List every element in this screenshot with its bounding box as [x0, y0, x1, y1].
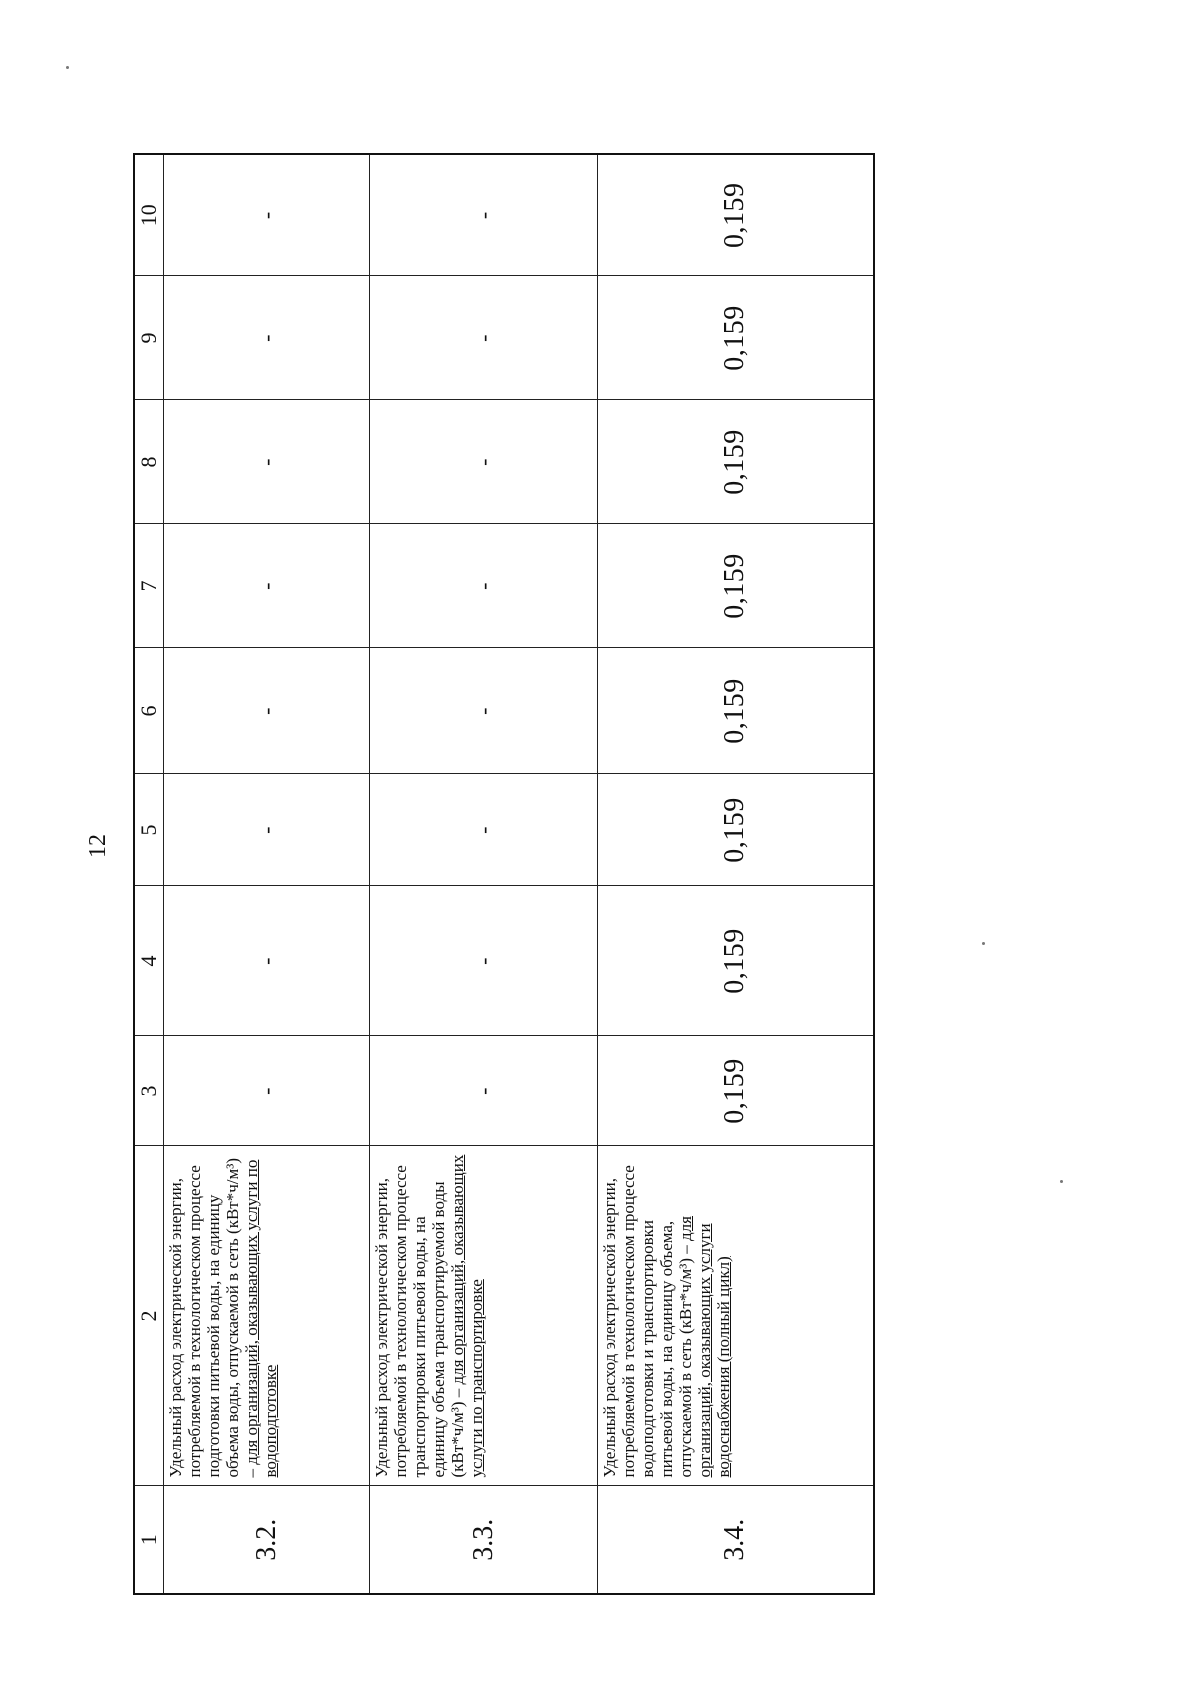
header-cell: 4: [134, 886, 164, 1036]
scan-speck: [66, 66, 69, 69]
value-cell: -: [370, 524, 598, 648]
value-cell: -: [164, 774, 370, 886]
header-cell: 6: [134, 648, 164, 774]
value-cell: 0,159: [598, 524, 874, 648]
value-cell: -: [370, 400, 598, 524]
scan-speck: [982, 942, 985, 945]
value-cell: -: [164, 154, 370, 276]
description-text: Удельный расход электрической энергии, потребляемой в технологическом процессе транспортировки питьевой воды, на единицу объема транспортируемой воды (кВт*ч/м³) –: [372, 1165, 467, 1478]
row-number: 3.2.: [164, 1486, 370, 1594]
row-description: [370, 1146, 598, 1486]
header-cell: 8: [134, 400, 164, 524]
value-cell: -: [164, 400, 370, 524]
value-cell: -: [370, 886, 598, 1036]
row-number: 3.4.: [598, 1486, 874, 1594]
value-cell: -: [370, 648, 598, 774]
rotated-table-container: [133, 155, 873, 1595]
header-cell: 2: [134, 1146, 164, 1486]
value-cell: 0,159: [598, 154, 874, 276]
header-cell: 7: [134, 524, 164, 648]
scan-speck: [1060, 1180, 1063, 1183]
row-description: [598, 1146, 874, 1486]
value-cell: 0,159: [598, 1036, 874, 1146]
table-row: [164, 154, 370, 1594]
value-cell: 0,159: [598, 276, 874, 400]
value-cell: -: [164, 886, 370, 1036]
table-row: [370, 154, 598, 1594]
table-row: [598, 154, 874, 1594]
value-cell: -: [164, 276, 370, 400]
header-cell: 1: [134, 1486, 164, 1594]
value-cell: -: [370, 774, 598, 886]
header-cell: 10: [134, 154, 164, 276]
description-text: Удельный расход электрической энергии, потребляемой в технологическом процессе водоподготовки и транспортировки питьевой воды, на единицу объема, отпускаемой в сеть (кВт*ч/м³) –: [600, 1165, 695, 1478]
value-cell: -: [164, 524, 370, 648]
value-cell: -: [370, 154, 598, 276]
page-number: 12: [85, 834, 111, 858]
table-frame: [123, 155, 883, 1595]
description-underlined: для организаций, оказывающих услуги по водоподготовке: [242, 1159, 280, 1478]
row-description: [164, 1146, 370, 1486]
header-cell: 9: [134, 276, 164, 400]
description-text: Удельный расход электрической энергии, потребляемой в технологическом процессе подготовки питьевой воды, на единицу объема воды, отпускаемой в сеть (кВт*ч/м³) –: [166, 1157, 261, 1478]
header-cell: 3: [134, 1036, 164, 1146]
data-table: [133, 153, 875, 1595]
value-cell: -: [370, 276, 598, 400]
header-row: [134, 154, 164, 1594]
row-number: 3.3.: [370, 1486, 598, 1594]
description-underlined: для организаций, оказывающих услуги водоснабжения (полный цикл): [676, 1216, 733, 1478]
value-cell: 0,159: [598, 648, 874, 774]
value-cell: 0,159: [598, 886, 874, 1036]
value-cell: 0,159: [598, 774, 874, 886]
value-cell: 0,159: [598, 400, 874, 524]
description-underlined: для организаций, оказывающих услуги по транспортировке: [448, 1154, 486, 1478]
value-cell: -: [164, 648, 370, 774]
value-cell: -: [164, 1036, 370, 1146]
value-cell: -: [370, 1036, 598, 1146]
header-cell: 5: [134, 774, 164, 886]
